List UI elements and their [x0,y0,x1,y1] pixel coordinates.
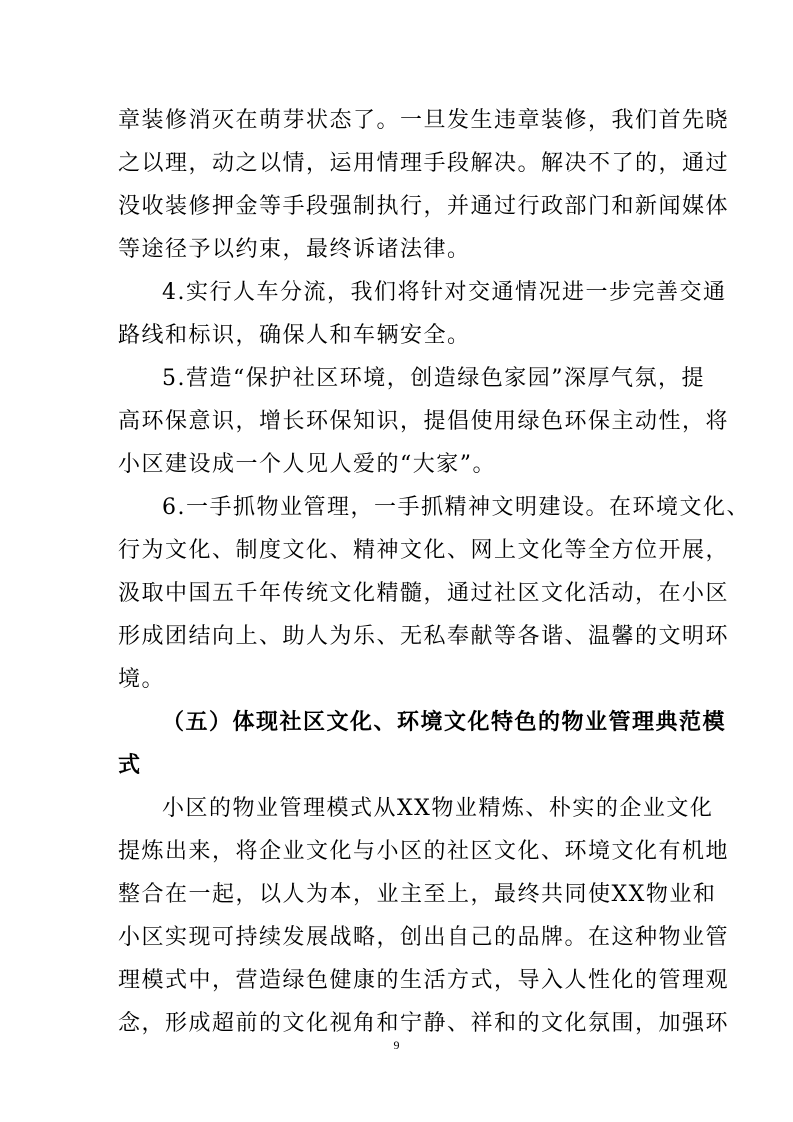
text-line: 小区的物业管理模式从XX物业精炼、朴实的企业文化 [162,796,714,821]
text-line: 行为文化、制度文化、精神文化、网上文化等全方位开展， [118,538,730,563]
text-line: 章装修消灭在萌芽状态了。一旦发生违章装修，我们首先晓 [118,108,730,133]
paragraph-continuation [118,99,730,271]
text-line: 提炼出来，将企业文化与小区的社区文化、环境文化有机地 [118,839,730,864]
text-line: 整合在一起，以人为本，业主至上，最终共同使XX物业和 [118,882,717,907]
paragraph-item-5 [118,357,730,486]
heading-line: （五）体现社区文化、环境文化特色的物业管理典范模 [162,709,727,735]
text-line: 路线和标识，确保人和车辆安全。 [118,323,471,348]
text-line: 5.营造“保护社区环境，创造绿色家园”深厚气氛，提 [162,366,705,391]
text-line: 形成团结向上、助人为乐、无私奉献等各谐、温馨的文明环 [118,624,730,649]
section-heading [118,701,727,787]
paragraph-body [118,787,730,1045]
heading-line: 式 [118,752,142,778]
text-line: 汲取中国五千年传统文化精髓，通过社区文化活动，在小区 [118,581,730,606]
text-line: 理模式中，营造绿色健康的生活方式，导入人性化的管理观 [118,968,730,993]
text-line: 高环保意识，增长环保知识，提倡使用绿色环保主动性，将 [118,409,730,434]
text-line: 念，形成超前的文化视角和宁静、祥和的文化氛围，加强环 [118,1011,730,1036]
text-line: 没收装修押金等手段强制执行，并通过行政部门和新闻媒体 [118,194,730,219]
text-line: 小区实现可持续发展战略，创出自己的品牌。在这种物业管 [118,925,730,950]
text-column [118,99,750,1045]
text-line: 6.一手抓物业管理，一手抓精神文明建设。在环境文化、 [162,495,750,520]
text-line: 之以理，动之以情，运用情理手段解决。解决不了的，通过 [118,151,730,176]
text-line: 等途径予以约束，最终诉诸法律。 [118,237,471,262]
page-number: 9 [393,1038,400,1052]
text-line: 小区建设成一个人见人爱的“大家”。 [118,452,496,477]
paragraph-item-4 [118,271,727,357]
text-line: 境。 [118,667,166,692]
text-line: 4.实行人车分流，我们将针对交通情况进一步完善交通 [162,280,727,305]
paragraph-item-6 [118,486,750,701]
